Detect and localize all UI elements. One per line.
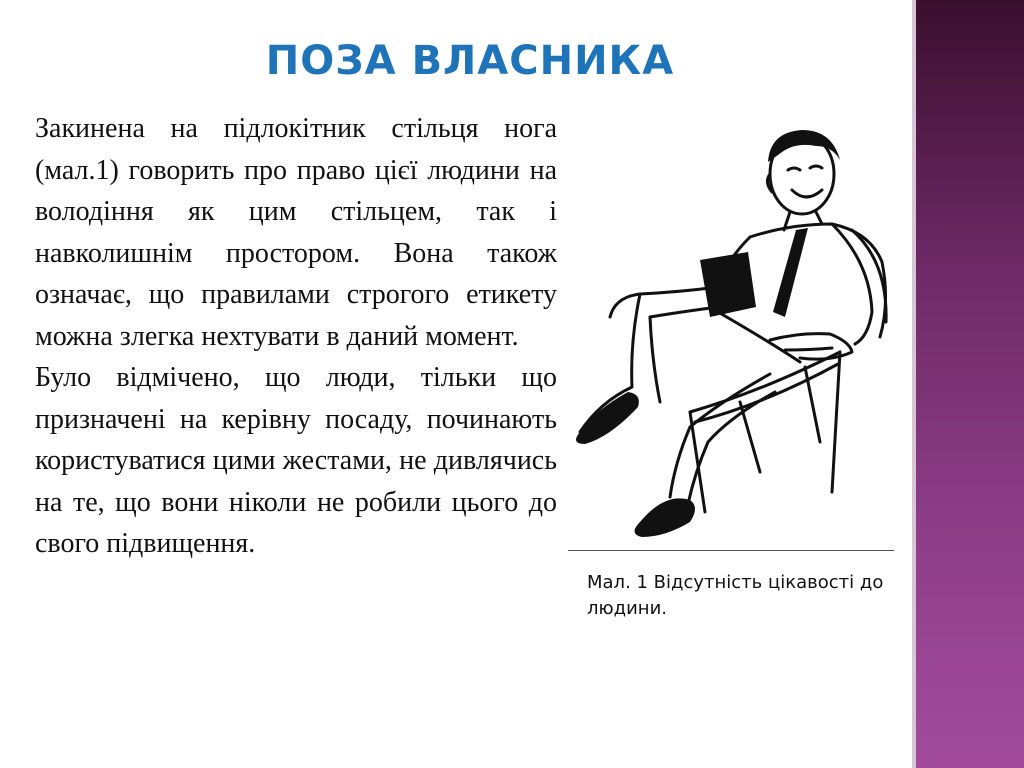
caption-divider [568,550,894,551]
seated-man-illustration [570,112,900,552]
slide-title: ПОЗА ВЛАСНИКА [265,38,675,84]
paragraph-2: Було відмічено, що люди, тільки що призначені на керівну посаду, починають користуватися цими жестами, не дивлячись на те, що вони ніколи не робили цього до свого підвищення. [35,362,557,559]
figure-caption: Мал. 1 Відсутність цікавості до людини. [587,572,884,619]
paragraph-1: Закинена на підлокітник стільця нога (мал.1) говорить про право цієї людини на володіння як цим стільцем, так і навколишнім простором. Вона також означає, що правилами строгого етикету можна злегка нехтувати в даний момент. [35,113,557,352]
body-text [35,108,557,565]
decorative-side-panel [912,0,1024,768]
side-panel-edge [912,0,916,768]
